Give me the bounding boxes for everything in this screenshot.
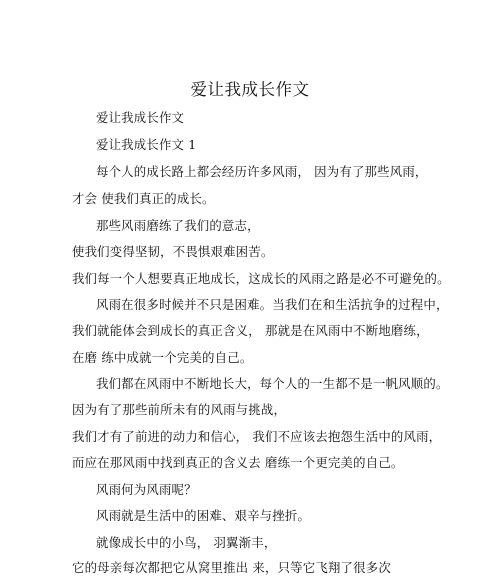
text-line: 在磨 练中成就一个完美的自己。 — [72, 350, 253, 365]
text-line: 风雨何为风雨呢？ — [96, 482, 197, 497]
text-line: 因为有了那些前所未有的风雨与挑战， — [72, 402, 287, 417]
text-line: 我们才有了前进的动力和信心， 我们不应该去抱怨生活中的风雨， — [72, 429, 442, 444]
document-title: 爱让我成长作文 — [190, 80, 310, 99]
text-line: 就像成长中的小鸟， 羽翼渐丰， — [96, 535, 277, 550]
text-line: 它的母亲每次都把它从窝里推出 来，只等它飞翔了很多次 — [72, 560, 391, 575]
text-line: 每个人的成长路上都会经历许多风雨， 因为有了那些风雨， — [96, 164, 428, 179]
text-line: 爱让我成长作文 1 — [96, 137, 197, 152]
text-line: 风雨在很多时候并不只是困难。当我们在和生活抗争的过程中， — [96, 297, 449, 312]
text-line: 我们每一个人想要真正地成长，这成长的风雨之路是必不可避免的。 — [72, 271, 450, 286]
text-line: 那些风雨磨练了我们的意志， — [96, 218, 260, 233]
text-line: 爱让我成长作文 — [96, 110, 185, 125]
text-line: 我们就能体会到成长的真正含义， 那就是在风雨中不断地磨练， — [72, 323, 429, 338]
text-line: 而应在那风雨中找到真正的含义去 磨练一个更完美的自己。 — [72, 455, 404, 470]
text-line: 才会 使我们真正的成长。 — [72, 191, 215, 206]
text-line: 使我们变得坚韧，不畏惧艰难困苦。 — [72, 244, 274, 259]
text-line: 风雨就是生活中的困难、艰辛与挫折。 — [96, 508, 311, 523]
text-line: 我们都在风雨中不断地长大，每个人的一生都不是一帆风顺的。 — [96, 376, 449, 391]
